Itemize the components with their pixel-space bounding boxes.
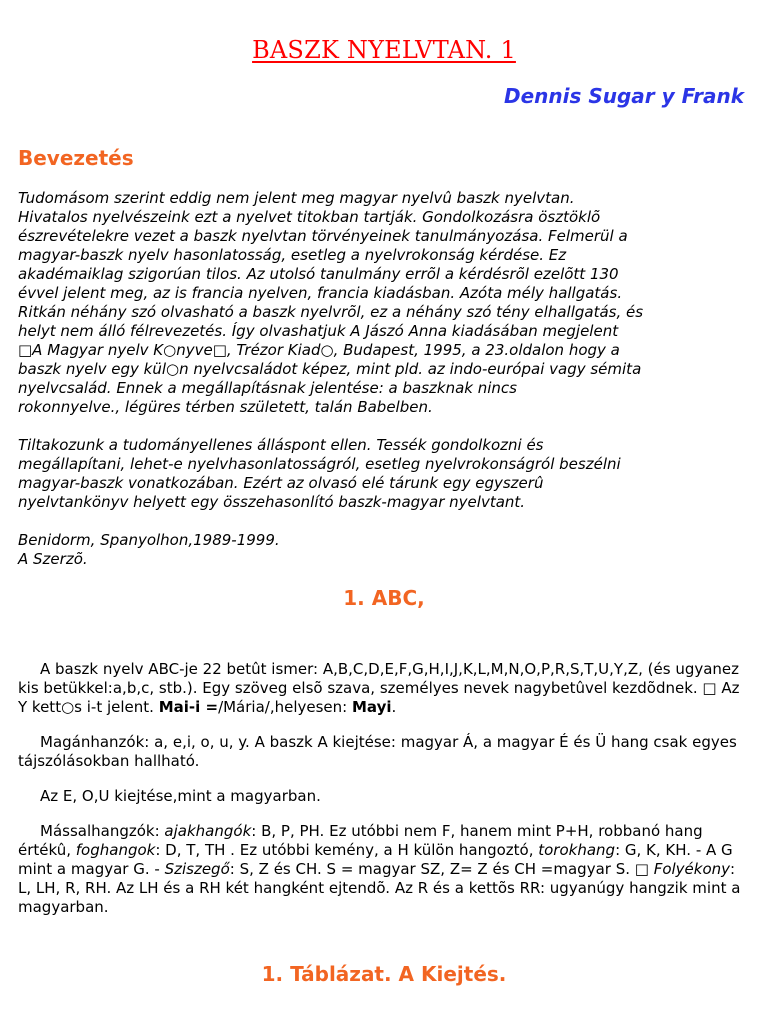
consonants-paragraph: Mássalhangzók: ajakhangók: B, P, PH. Ez utóbbi nem F, hanem mint P+H, robbanó hang értékû, foghangok: D, T, TH . Ez utóbbi kemény, a H külön hangoztó, torokhang: G, K, KH. - A G mint a magyar G. - Sziszegő: S, Z és CH. S = magyar SZ, Z= Z és CH =magyar S. □ Folyékony: L, LH, R, RH. Az LH és a RH két hangként ejtendõ. Az R és a kettõs RR: ugyanúgy hangzik mint a magyarban. [18, 822, 741, 916]
pronunciation-paragraph: Az E, O,U kiejtése,mint a magyarban. [40, 787, 321, 805]
document-title: BASZK NYELVTAN. 1 [252, 36, 516, 64]
section-heading-abc: 1. ABC, [343, 586, 425, 610]
vowels-paragraph: Magánhanzók: a, e,i, o, u, y. A baszk A kiejtése: magyar Á, a magyar É és Ü hang csak egyes tájszólásokban hallható. [18, 733, 737, 770]
author-name: Dennis Sugar y Frank [503, 84, 744, 108]
intro-text: Tudomásom szerint eddig nem jelent meg magyar nyelvû baszk nyelvtan. Hivatalos nyelvészeink ezt a nyelvet titokban tartják. Gondolkozásra ösztöklõ észrevételekre vezet a baszk nyelvtan törvényeinek tanulmányozása. Felmerül a magyar-baszk nyelv hasonlatosság, esetleg a nyelvrokonság kérdése. Ez akadémaiklag szigorúan tilos. Az utolsó tanulmány errõl a kérdésrõl ezelõtt 130 évvel jelent meg, az is francia nyelven, francia kiadásban. Azóta mély hallgatás. Ritkán néhány szó olvasható a baszk nyelvrõl, ez a néhány szó tény elhallgatás, és helyt nem álló félrevezetés. Így olvashatjuk A Jászó Anna kiadásában megjelent □A Magyar nyelv K○nyve□, Trézor Kiad○, Budapest, 1995, a 23.oldalon hogy a baszk nyelv egy kül○n nyelvcsaládot képez, mint pld. az indo-európai vagy sémita nyelvcsalád. Ennek a megállapításnak jelentése: a baszknak nincs rokonnyelve., légüres térben született, talán Babelben. Tiltakozunk a tudományellenes álláspont ellen. Tessék gondolkozni és megállapítani, lehet-e nyelvhasonlatosságról, esetleg nyelvrokonságról beszélni magyar-baszk vonatkozában. Ezért az olvasó elé tárunk egy egyszerû nyelvtankönyv helyett egy összehasonlító baszk-magyar nyelvtant. Benidorm, Spanyolhon,1989-1999. A Szerzõ. [18, 189, 644, 568]
section-body [18, 660, 750, 933]
table-heading: 1. Táblázat. A Kiejtés. [261, 962, 507, 986]
intro-heading: Bevezetés [18, 146, 134, 170]
abc-paragraph: A baszk nyelv ABC-je 22 betût ismer: A,B,C,D,E,F,G,H,I,J,K,L,M,N,O,P,R,S,T,U,Y,Z, (és ugyanez kis betükkel:a,b,c, stb.). Egy szöveg elsõ szava, személyes nevek nagybetûvel kezdõdnek. □ Az Y kett○s i-t jelent. Mai-i =/Mária/,helyesen: Mayi. [18, 660, 740, 716]
